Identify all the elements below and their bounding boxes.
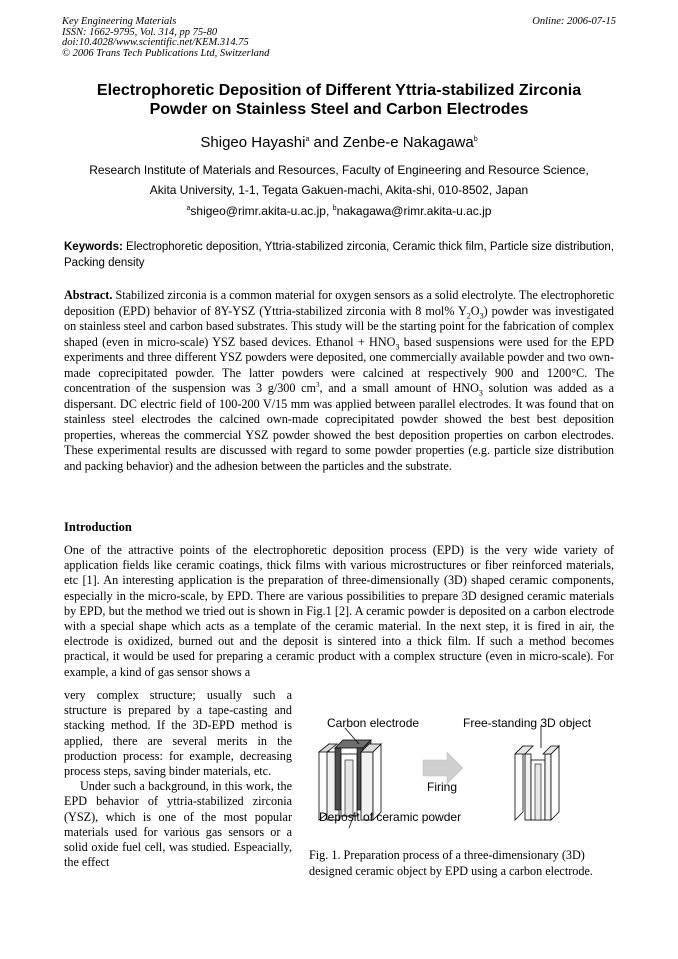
introduction-paragraph-1: One of the attractive points of the electrophoretic deposition process (EPD) is the very wide variety of application fields like ceramic coatings, thick films with various microstructures or fiber reinforced materials, etc [1]. An interesting application is the preparation of three-dimensionally (3D) shaped ceramic components, especially in the micro-scale, by EPD. There are various possibilities to prepare 3D designed ceramic materials by EPD, but the method we tried out is shown in Fig.1 [2]. A ceramic powder is deposited on a carbon electrode with a special shape which acts as a template of the ceramic material. In the next step, it is fired in air, the electrode is oxidized, burned out and the deposit is sintered into a thick film. If such a method becomes practical, it would be used for preparing a ceramic product with a complex structure (even in micro-scale). For example, a kind of gas sensor shows a xyxy=(64,543,614,679)
affiliation-line-2: Akita University, 1-1, Tegata Gakuen-machi, Akita-shi, 010-8502, Japan xyxy=(149,183,529,197)
email-a-mark: a xyxy=(186,205,191,212)
issn-line: ISSN: 1662-9795, Vol. 314, pp 75-80 xyxy=(62,26,218,38)
affiliation xyxy=(40,160,638,200)
online-date: Online: 2006-07-15 xyxy=(532,16,616,27)
abstract-text-3: ) powder was investigated on stainless steel and carbon based substrates. This study will be the starting point for the fabrication of complex shaped (even in micro-scale) YSZ based devices. Ethanol + HNO xyxy=(64,303,614,349)
abstract-sub-4: 3 xyxy=(478,388,483,398)
journal-info xyxy=(62,17,269,59)
title-line-1: Electrophoretic Deposition of Different Yttria-stabilized Zirconia xyxy=(96,82,582,99)
label-firing: Firing xyxy=(427,780,458,794)
authors-and: and xyxy=(309,134,343,151)
email-b-mark: b xyxy=(332,205,337,212)
journal-name: Key Engineering Materials xyxy=(62,16,177,27)
paper-title xyxy=(40,81,638,119)
free-standing-object-drawing xyxy=(515,746,559,820)
label-deposit: Deposit of ceramic powder xyxy=(319,810,462,824)
abstract-text-6: solution was added as a dispersant. DC electric field of 100-200 V/15 mm was applied between parallel electrodes. It was found that on stainless steel electrodes the calcined own-made coprecipitated powder showed the best best deposition properties, whereas the commercial YSZ powder showed the best deposition properties on carbon electrodes. These experimental results are discussed with regard to some powder properties (e.g. particle size distribution and packing behavior) and the adhesion between the particles and the substrate. xyxy=(64,381,614,473)
abstract xyxy=(64,288,614,474)
introduction-left-column xyxy=(64,688,292,870)
abstract-text-1: Stabilized zirconia is a common material for oxygen sensors as a solid electrolyte. The electrophoretic deposition (EPD) behavior of 8Y-YSZ (Yttria-stabilized zirconia with 8 mol% Y xyxy=(64,288,614,318)
keywords-text: Electrophoretic deposition, Yttria-stabilized zirconia, Ceramic thick film, Particle size distribution, Packing density xyxy=(64,241,614,269)
introduction-heading: Introduction xyxy=(64,520,132,534)
abstract-sub-2: 3 xyxy=(479,310,484,320)
introduction-paragraph-1-continued: very complex structure; usually such a structure is prepared by a tape-casting and stacking method. If the 3D-EPD method is applied, there are several merits in the production process: for example, decreasing process steps, saving binder materials, etc. xyxy=(64,688,292,779)
abstract-sub-1: 2 xyxy=(466,310,471,320)
author-emails xyxy=(40,203,638,219)
abstract-text-5: , and a small amount of HNO xyxy=(319,381,479,395)
affiliation-line-1: Research Institute of Materials and Resources, Faculty of Engineering and Resource Science, xyxy=(89,163,589,177)
label-carbon-electrode: Carbon electrode xyxy=(327,716,420,730)
keywords-label: Keywords: xyxy=(64,241,123,253)
authors xyxy=(40,134,638,152)
email-b[interactable]: nakagawa@rimr.akita-u.ac.jp xyxy=(336,204,492,218)
title-line-2: Powder on Stainless Steel and Carbon Electrodes xyxy=(149,101,529,118)
abstract-sub-3: 3 xyxy=(395,341,400,351)
copyright-line: © 2006 Trans Tech Publications Ltd, Switzerland xyxy=(62,47,270,59)
author-2: Zenbe-e Nakagawa xyxy=(342,134,474,151)
figure-1-diagram xyxy=(305,708,615,858)
email-a[interactable]: shigeo@rimr.akita-u.ac.jp, xyxy=(190,204,333,218)
abstract-sup-1: 3 xyxy=(316,380,320,389)
label-free-standing-object: Free-standing 3D object xyxy=(463,716,592,730)
keywords xyxy=(64,239,614,271)
introduction-paragraph-2: Under such a background, in this work, the EPD behavior of yttria-stabilized zirconia (YSZ), which is one of the most popular materials used for various gas sensors or a solid oxide fuel cell, was studied. Espeacially, the effect xyxy=(64,779,292,870)
abstract-text-4: based suspensions were used for the EPD experiments and three different YSZ powders were deposited, one commercially available powder and two own-made coprecipitated powder. The latter powders were calcined at respectively 900 and 1200°C. The concentration of the suspension was 3 g/300 cm xyxy=(64,334,614,395)
abstract-text-2: O xyxy=(470,303,480,318)
figure-1-caption: Fig. 1. Preparation process of a three-dimensionary (3D) designed ceramic object by EPD using a carbon electrode. xyxy=(309,848,593,878)
author-2-mark: b xyxy=(473,136,478,143)
author-1-mark: a xyxy=(305,136,310,143)
doi-line: doi:10.4028/www.scientific.net/KEM.314.75 xyxy=(62,37,249,48)
figure-1 xyxy=(305,708,615,858)
abstract-label: Abstract. xyxy=(64,288,113,302)
author-1: Shigeo Hayashi xyxy=(200,134,306,151)
carbon-electrode-drawing xyxy=(319,740,381,820)
